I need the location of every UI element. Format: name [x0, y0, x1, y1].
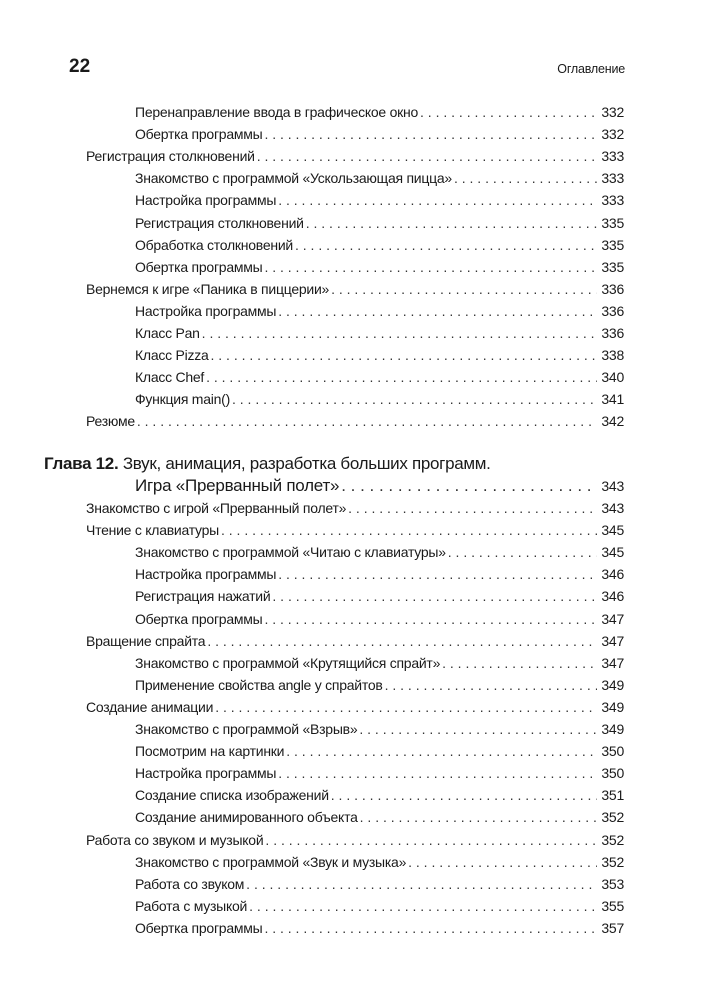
toc-entry[interactable]: [135, 806, 624, 828]
toc-entry-title: Создание анимированного объекта: [135, 809, 358, 826]
toc-entry-title: Обертка программы: [135, 919, 263, 936]
dot-leader: [249, 895, 597, 917]
toc-entry-title: Посмотрим на картинки: [135, 743, 285, 760]
toc-entry[interactable]: [135, 256, 624, 278]
toc-entry-page: 333: [601, 170, 624, 187]
dot-leader: [331, 784, 598, 806]
toc-entry-page: 355: [601, 897, 624, 914]
toc-entry-title: Вращение спрайта: [86, 632, 206, 649]
toc-entry-page: 335: [601, 214, 624, 231]
dot-leader: [265, 829, 597, 851]
toc-entry-page: 332: [601, 104, 624, 120]
toc-entry-page: 333: [601, 192, 624, 209]
toc-entry[interactable]: [135, 718, 624, 740]
toc-entry[interactable]: [135, 344, 624, 366]
toc-entry-page: 342: [601, 413, 624, 430]
toc-entry-page: 332: [601, 126, 624, 143]
dot-leader: [215, 696, 597, 718]
chapter-title-entry[interactable]: [135, 475, 624, 497]
toc-entry-page: 352: [601, 831, 624, 848]
toc-entry-page: 351: [601, 787, 624, 804]
dot-leader: [278, 189, 597, 211]
toc-entry[interactable]: [135, 388, 624, 410]
dot-leader: [385, 674, 598, 696]
dot-leader: [264, 123, 597, 145]
toc-entry-page: 340: [601, 369, 624, 386]
dot-leader: [420, 101, 597, 123]
toc-entry[interactable]: [135, 740, 624, 762]
dot-leader: [137, 410, 598, 432]
toc-entry-title: Знакомство с программой «Звук и музыка»: [135, 853, 407, 870]
toc-entry-page: 349: [601, 676, 624, 693]
toc-entry[interactable]: [135, 189, 624, 211]
toc-entry[interactable]: [86, 278, 624, 300]
toc-entry-title: Работа со звуком: [135, 875, 245, 892]
dot-leader: [272, 585, 597, 607]
chapter-title-line2: Игра «Прерванный полет»: [135, 476, 340, 495]
toc-entry[interactable]: [135, 541, 624, 563]
toc-entry-page: 350: [601, 743, 624, 760]
toc-entry-page: 345: [601, 544, 624, 561]
toc-entry[interactable]: [135, 366, 624, 388]
toc-entry-title: Обработка столкновений: [135, 236, 293, 253]
toc-entry[interactable]: [135, 212, 624, 234]
toc-entry[interactable]: [135, 917, 624, 939]
dot-leader: [221, 519, 597, 541]
toc-entry-title: Вернемся к игре «Паника в пиццерии»: [86, 280, 330, 297]
toc-entry-page: 336: [601, 280, 624, 297]
dot-leader: [348, 497, 597, 519]
toc-entry-page: 346: [601, 588, 624, 605]
toc-entry-page: 336: [601, 325, 624, 341]
dot-leader: [278, 762, 597, 784]
dot-leader: [278, 563, 597, 585]
toc-entry[interactable]: [86, 829, 624, 851]
chapter-label: Глава 12.: [44, 454, 119, 473]
toc-entry-title: Работа с музыкой: [135, 897, 248, 914]
dot-leader: [264, 917, 597, 939]
toc-entry-title: Создание анимации: [86, 698, 214, 715]
toc-entry[interactable]: [135, 608, 624, 630]
toc-entry-title: Чтение с клавиатуры: [86, 522, 219, 539]
toc-entry-page: 343: [601, 500, 624, 516]
toc-entry-title: Настройка программы: [135, 302, 277, 319]
toc-entry-title: Функция main(): [135, 391, 230, 408]
toc-entry-page: 353: [601, 875, 624, 892]
toc-entry[interactable]: [135, 234, 624, 256]
dot-leader: [264, 256, 597, 278]
toc-entry-page: 352: [601, 809, 624, 826]
dot-leader: [202, 322, 598, 344]
toc-entry-title: Знакомство с программой «Ускользающая пицца»: [135, 170, 452, 187]
dot-leader: [331, 278, 597, 300]
toc-entry-page: 335: [601, 258, 624, 275]
toc-entry[interactable]: [135, 167, 624, 189]
toc-entry[interactable]: [135, 762, 624, 784]
toc-entry[interactable]: [135, 895, 624, 917]
toc-entry[interactable]: [135, 585, 624, 607]
dot-leader: [246, 873, 597, 895]
dot-leader: [207, 630, 597, 652]
dot-leader: [341, 475, 597, 497]
toc-entry-title: Настройка программы: [135, 566, 277, 583]
toc-entry-page: 338: [601, 347, 624, 364]
toc-entry-title: Регистрация столкновений: [135, 214, 304, 231]
toc-entry-page: 341: [601, 391, 624, 408]
dot-leader: [295, 234, 597, 256]
toc-entry[interactable]: [135, 674, 624, 696]
toc-entry[interactable]: [86, 497, 624, 519]
toc-entry[interactable]: [86, 630, 624, 652]
toc-entry-title: Класс Chef: [135, 369, 205, 386]
toc-entry-page: 335: [601, 236, 624, 253]
dot-leader: [454, 167, 597, 189]
toc-entry-page: 336: [601, 302, 624, 319]
dot-leader: [448, 541, 598, 563]
dot-leader: [442, 652, 597, 674]
toc-entry-title: Создание списка изображений: [135, 787, 329, 804]
dot-leader: [278, 300, 597, 322]
toc-entry[interactable]: [86, 696, 624, 718]
toc-entry-page: 349: [601, 698, 624, 715]
running-head: Оглавление: [557, 62, 625, 76]
chapter-page: 343: [601, 478, 624, 494]
toc-entry-title: Знакомство с игрой «Прерванный полет»: [86, 500, 347, 516]
toc-entry[interactable]: [86, 519, 624, 541]
toc-entry-title: Обертка программы: [135, 258, 263, 275]
toc-entry[interactable]: [135, 563, 624, 585]
toc-entry[interactable]: [86, 410, 624, 432]
toc-entry-page: 346: [601, 566, 624, 583]
toc-entry-title: Перенаправление ввода в графическое окно: [135, 104, 419, 120]
toc-entry[interactable]: [135, 652, 624, 674]
dot-leader: [359, 718, 597, 740]
toc-entry-title: Класс Pan: [135, 325, 200, 341]
dot-leader: [257, 145, 598, 167]
toc-entry-page: 350: [601, 765, 624, 782]
dot-leader: [408, 851, 597, 873]
toc-entry-page: 347: [601, 654, 624, 671]
toc-entry-title: Резюме: [86, 413, 135, 430]
toc-entry-title: Регистрация столкновений: [86, 148, 255, 165]
dot-leader: [360, 806, 598, 828]
page-number: 22: [69, 56, 91, 77]
toc-entry-title: Знакомство с программой «Взрыв»: [135, 721, 358, 737]
toc-entry[interactable]: [135, 123, 624, 145]
toc-entry-page: 347: [601, 610, 624, 627]
toc-entry-title: Регистрация нажатий: [135, 588, 271, 605]
toc-entry-title: Знакомство с программой «Читаю с клавиатуры»: [135, 544, 446, 561]
dot-leader: [264, 608, 597, 630]
toc-entry-title: Применение свойства angle у спрайтов: [135, 676, 383, 693]
toc-entry-title: Работа со звуком и музыкой: [86, 831, 264, 848]
toc-entry-page: 349: [601, 721, 624, 737]
dot-leader: [306, 212, 598, 234]
dot-leader: [206, 366, 597, 388]
toc-entry-page: 352: [601, 853, 624, 870]
toc-entry-title: Настройка программы: [135, 765, 277, 782]
toc-entry-page: 357: [601, 919, 624, 936]
chapter-heading: [44, 453, 624, 475]
toc-entry[interactable]: [135, 300, 624, 322]
toc-entry[interactable]: [135, 784, 624, 806]
toc-entry[interactable]: [86, 145, 624, 167]
toc-entry-title: Обертка программы: [135, 610, 263, 627]
toc-entry-page: 333: [601, 148, 624, 165]
toc-entry[interactable]: [135, 322, 624, 344]
toc-entry[interactable]: [135, 101, 624, 123]
dot-leader: [286, 740, 597, 762]
dot-leader: [210, 344, 597, 366]
toc-entry-title: Класс Pizza: [135, 347, 209, 364]
toc-entry-title: Знакомство с программой «Крутящийся спрайт»: [135, 654, 441, 671]
toc-entry-page: 347: [601, 632, 624, 649]
toc-entry-title: Настройка программы: [135, 192, 277, 209]
chapter-title-line1: Звук, анимация, разработка больших программ.: [122, 454, 491, 473]
dot-leader: [232, 388, 597, 410]
toc-entry-page: 345: [601, 522, 624, 539]
toc-entry[interactable]: [135, 873, 624, 895]
toc-entry[interactable]: [135, 851, 624, 873]
toc-entry-title: Обертка программы: [135, 126, 263, 143]
